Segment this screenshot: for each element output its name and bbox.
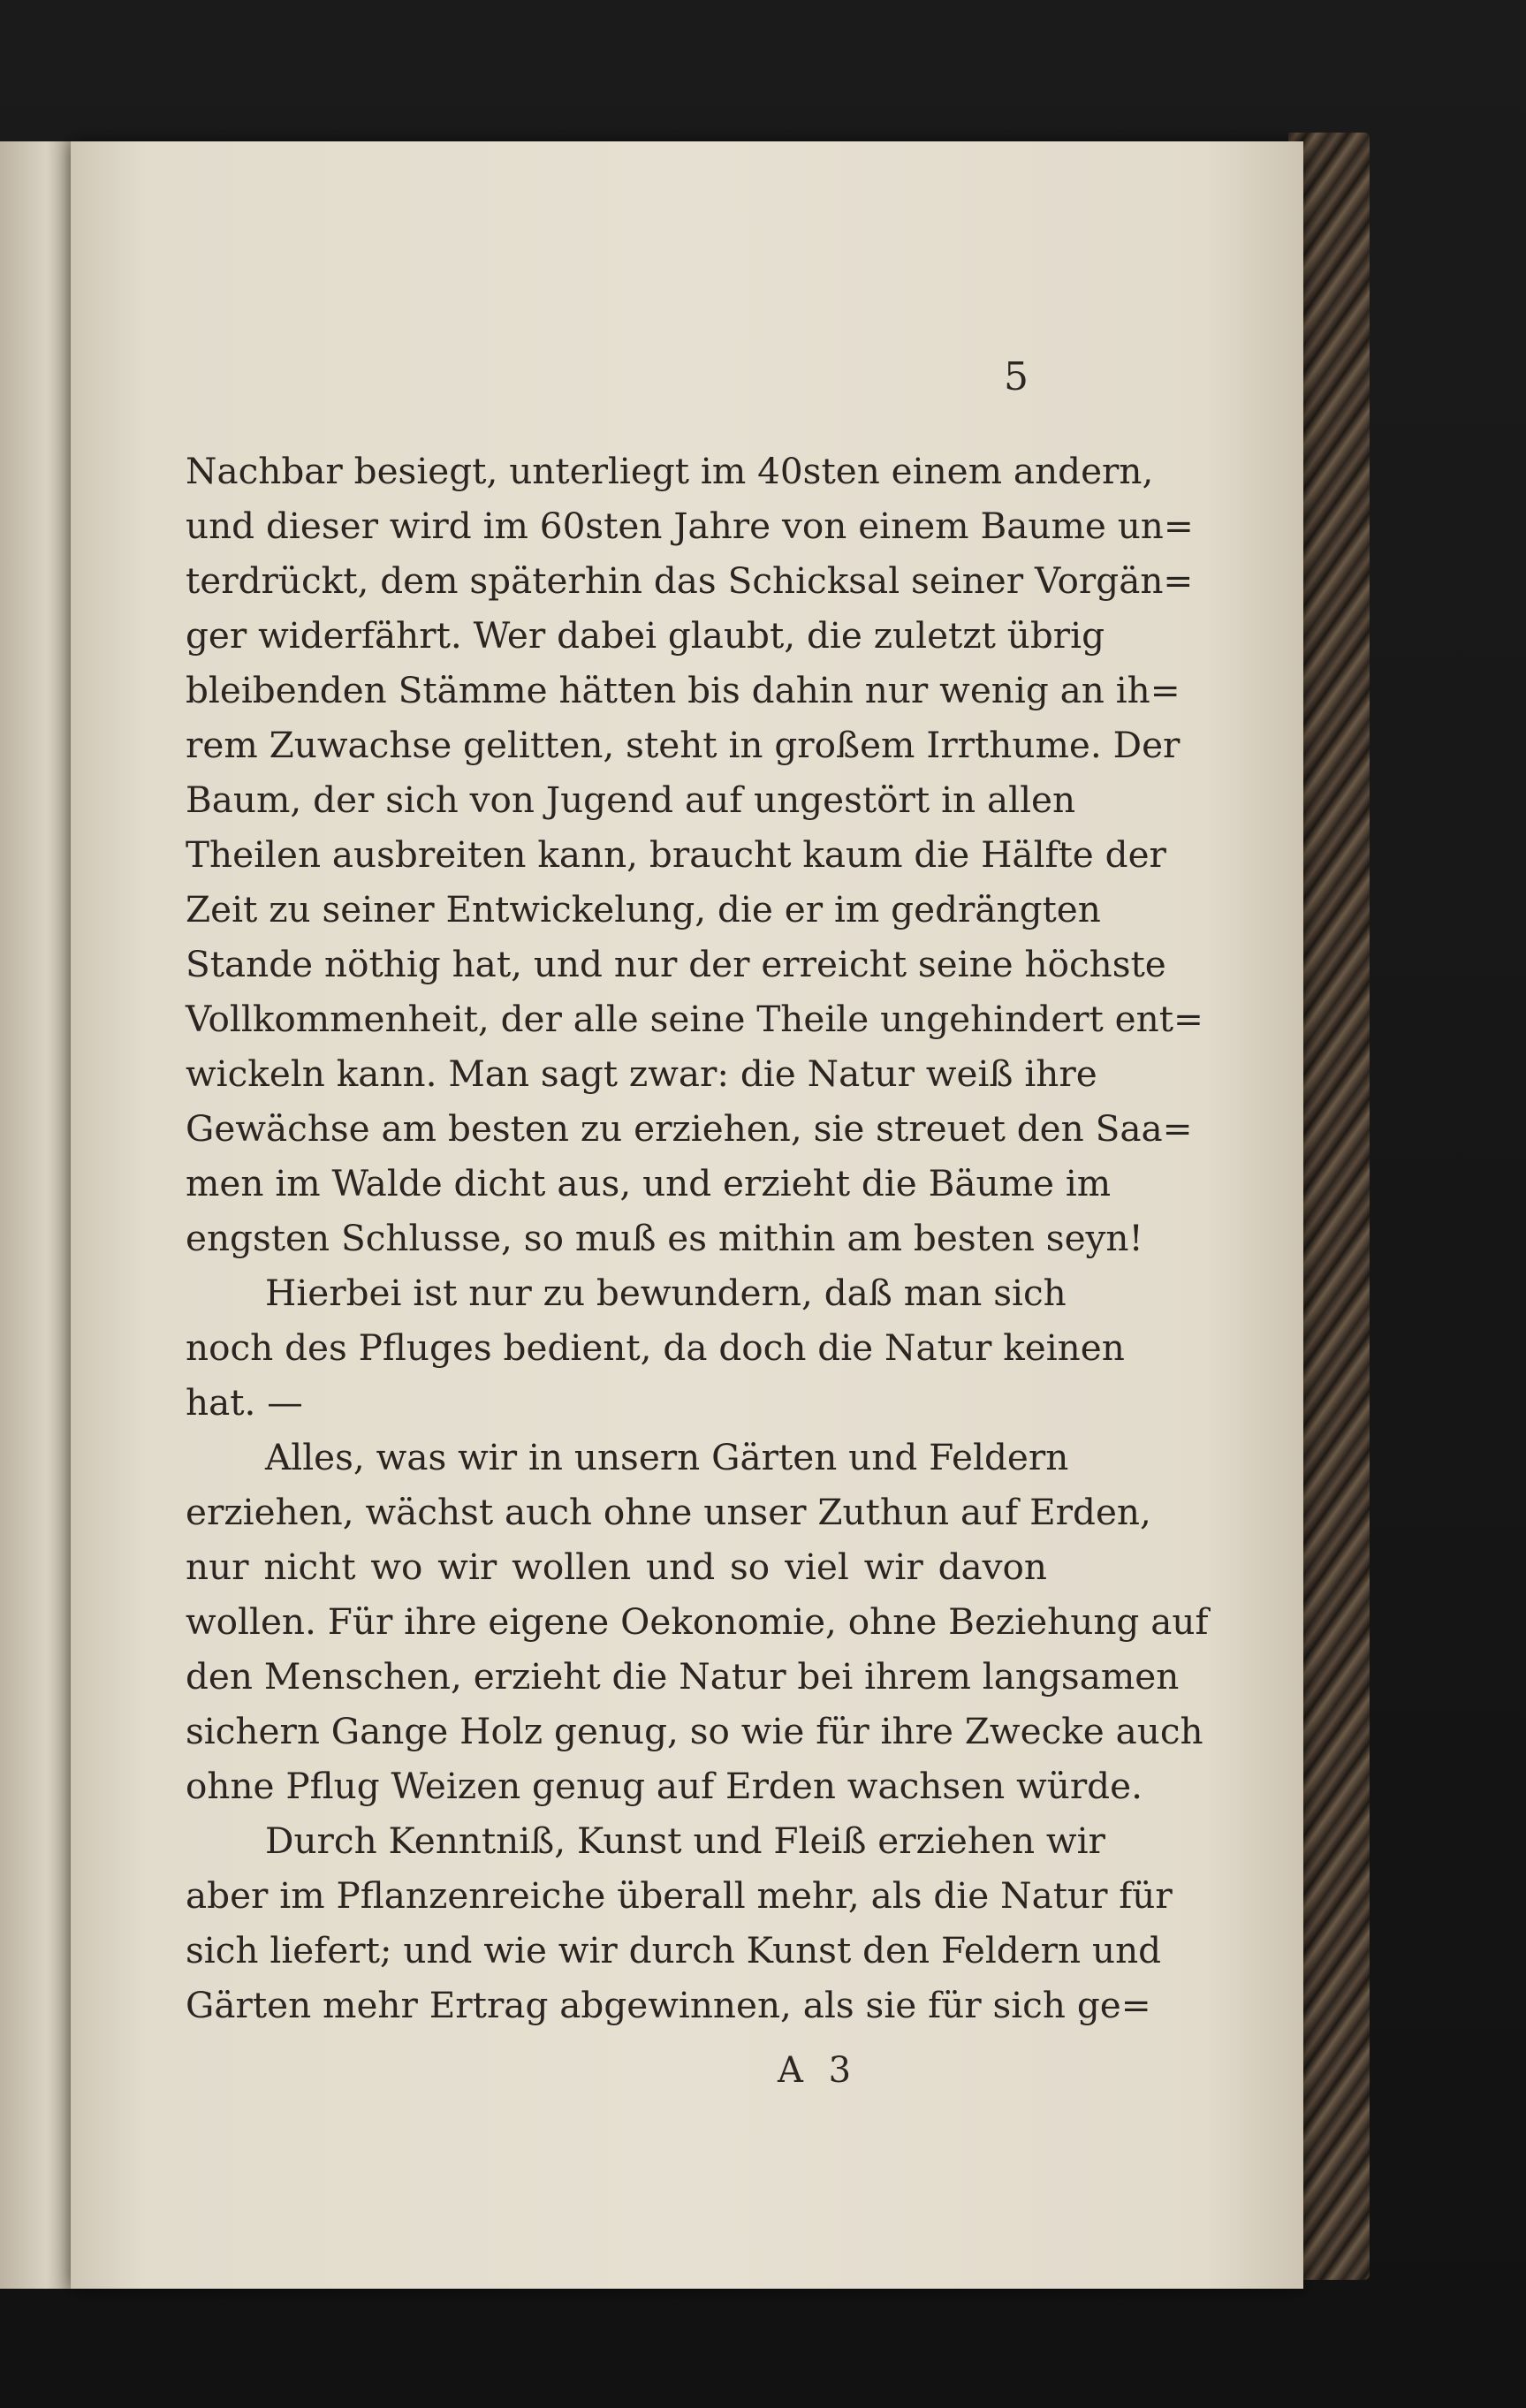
body-text <box>186 444 1209 2032</box>
text-line: erziehen, wächst auch ohne unser Zuthun auf Erden, <box>186 1491 1151 1533</box>
text-line: aber im Pflanzenreiche überall mehr, als die Natur für <box>186 1874 1173 1917</box>
text-line: nur nicht wo wir wollen und so viel wir davon <box>186 1546 1047 1588</box>
page-number: 5 <box>1004 354 1029 399</box>
text-line: Alles, was wir in unsern Gärten und Feldern <box>265 1436 1069 1478</box>
text-line: Baum, der sich von Jugend auf ungestört in allen <box>186 779 1076 821</box>
text-line: sich liefert; und wie wir durch Kunst den Feldern und <box>186 1929 1162 1971</box>
text-line: engsten Schlusse, so muß es mithin am besten seyn! <box>186 1217 1143 1259</box>
text-line: hat. — <box>186 1381 303 1424</box>
text-line: rem Zuwachse gelitten, steht in großem Irrthume. Der <box>186 724 1181 766</box>
text-line: Gewächse am besten zu erziehen, sie streuet den Saa= <box>186 1107 1193 1150</box>
text-line: Nachbar besiegt, unterliegt im 40sten einem andern, <box>186 450 1154 492</box>
text-line: men im Walde dicht aus, und erzieht die Bäume im <box>186 1162 1112 1204</box>
text-line: Gärten mehr Ertrag abgewinnen, als sie für sich ge= <box>186 1984 1151 2026</box>
text-line: ger widerfährt. Wer dabei glaubt, die zuletzt übrig <box>186 614 1105 657</box>
text-line: noch des Pfluges bedient, da doch die Natur keinen <box>186 1326 1125 1369</box>
signature-mark: A 3 <box>778 2050 859 2091</box>
text-line: den Menschen, erzieht die Natur bei ihrem langsamen <box>186 1655 1180 1698</box>
text-line: Hierbei ist nur zu bewundern, daß man sich <box>265 1272 1067 1314</box>
text-line: ohne Pflug Weizen genug auf Erden wachsen würde. <box>186 1765 1143 1807</box>
text-line: wickeln kann. Man sagt zwar: die Natur weiß ihre <box>186 1052 1097 1095</box>
text-line: sichern Gange Holz genug, so wie für ihre Zwecke auch <box>186 1710 1203 1752</box>
text-line: bleibenden Stämme hätten bis dahin nur wenig an ih= <box>186 669 1181 711</box>
left-page-edge <box>0 141 78 2289</box>
text-line: terdrückt, dem späterhin das Schicksal seiner Vorgän= <box>186 559 1194 602</box>
text-line: Theilen ausbreiten kann, braucht kaum die Hälfte der <box>186 833 1166 876</box>
text-line: Zeit zu seiner Entwickelung, die er im gedrängten <box>186 888 1101 931</box>
text-line: und dieser wird im 60sten Jahre von einem Baume un= <box>186 505 1194 547</box>
text-line: Vollkommenheit, der alle seine Theile ungehindert ent= <box>186 998 1203 1040</box>
text-line: Stande nöthig hat, und nur der erreicht seine höchste <box>186 943 1166 985</box>
text-line: wollen. Für ihre eigene Oekonomie, ohne Beziehung auf <box>186 1600 1209 1643</box>
text-line: Durch Kenntniß, Kunst und Fleiß erziehen wir <box>265 1819 1105 1862</box>
